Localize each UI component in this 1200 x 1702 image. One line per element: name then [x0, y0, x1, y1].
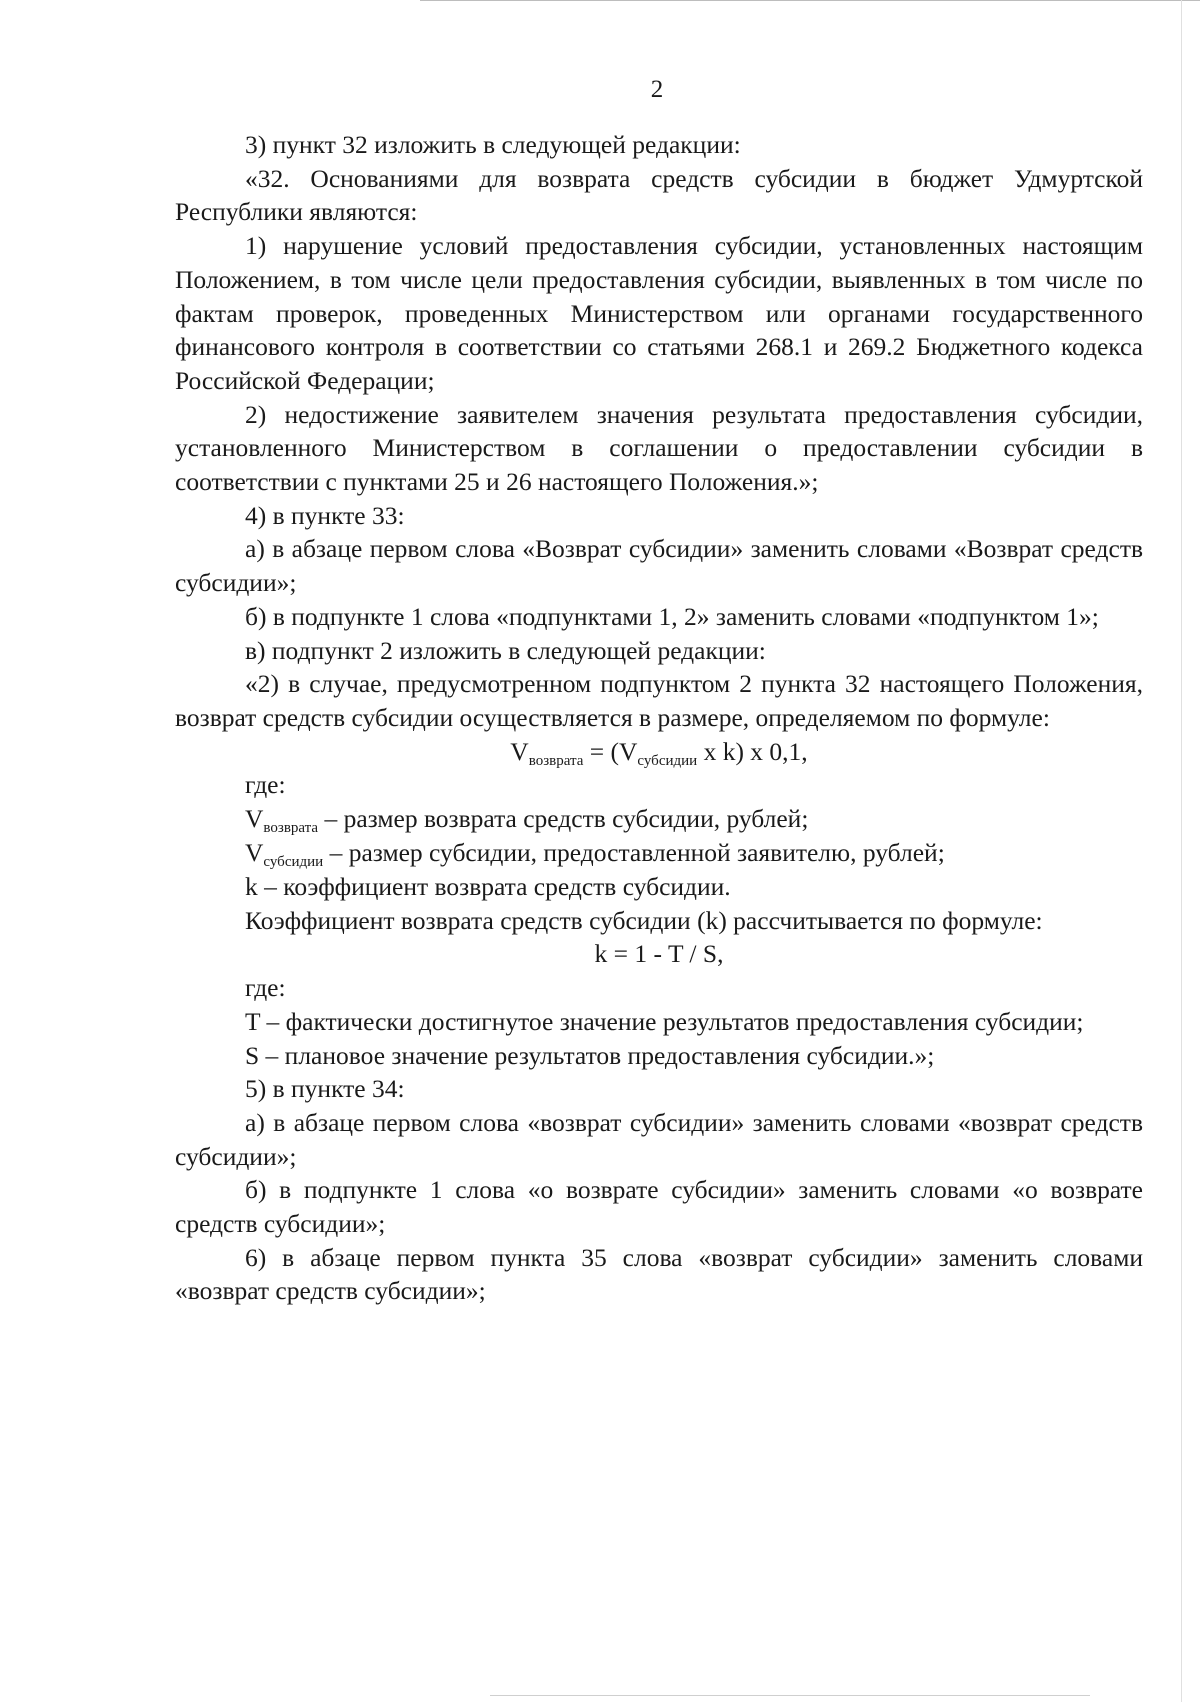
paragraph-item-4: 4) в пункте 33: [245, 500, 405, 530]
def-k: k – коэффициент возврата средств субсидии. [245, 872, 731, 902]
def-v-return-text: – размер возврата средств субсидии, рублей; [318, 804, 809, 834]
paragraph-subpoint-2: «2) в случае, предусмотренном подпунктом 2 пункта 32 настоящего Положения, возврат средств субсидии осуществляется в размере, определяемом по формуле: [175, 669, 1143, 732]
paragraph-item-3: 3) пункт 32 изложить в следующей редакции: [245, 130, 741, 159]
document-body [175, 128, 1143, 1308]
page-number: 2 [650, 76, 664, 103]
scan-edge-top [420, 0, 1200, 1]
def-v-subsidy-symbol: V [245, 838, 264, 868]
where-label-2: где: [245, 973, 286, 1003]
paragraph-4v: в) подпункт 2 изложить в следующей редакции: [245, 635, 766, 665]
paragraph-ground-1: 1) нарушение условий предоставления субсидии, установленных настоящим Положением, в том числе цели предоставления субсидии, выявленных в том числе по фактам проверок, проведенных Министерством или органами государственного финансового контроля в соответствии со статьями 268.1 и 269.2 Бюджетного кодекса Российской Федерации; [175, 231, 1143, 395]
def-v-return-symbol: V [245, 804, 264, 834]
def-v-return [175, 802, 1143, 836]
paragraph-k-formula-intro: Коэффициент возврата средств субсидии (k) рассчитывается по формуле: [245, 905, 1043, 935]
where-label-1: где: [245, 770, 286, 800]
paragraph-point-32: «32. Основаниями для возврата средств субсидии в бюджет Удмуртской Республики являются: [175, 163, 1143, 227]
scan-edge-right [1181, 0, 1182, 1702]
formula-eq: = (V [583, 736, 638, 766]
def-v-return-sub: возврата [263, 820, 319, 837]
def-s: S – плановое значение результатов предоставления субсидии.»; [245, 1040, 935, 1070]
def-v-subsidy-sub: субсидии [263, 854, 324, 871]
def-v-subsidy [175, 836, 1143, 870]
paragraph-5b: б) в подпункте 1 слова «о возврате субсидии» заменить словами «о возврате средств субсидии»; [175, 1175, 1143, 1239]
formula-return-amount [175, 735, 1143, 769]
paragraph-ground-2: 2) недостижение заявителем значения результата предоставления субсидии, установленного Министерством в соглашении о предоставлении субсидии в соответствии с пунктами 25 и 26 настоящего Положения.»; [175, 399, 1143, 497]
paragraph-4a: а) в абзаце первом слова «Возврат субсидии» заменить словами «Возврат средств субсидии»; [175, 534, 1143, 598]
formula-sub-subsidy: субсидии [637, 752, 698, 769]
formula-sub-return: возврата [528, 752, 584, 769]
paragraph-5a: а) в абзаце первом слова «возврат субсидии» заменить словами «возврат средств субсидии»; [175, 1107, 1143, 1171]
paragraph-item-6: 6) в абзаце первом пункта 35 слова «возврат субсидии» заменить словами «возврат средств субсидии»; [175, 1242, 1143, 1306]
formula-coefficient: k = 1 - T / S, [594, 939, 724, 969]
def-v-subsidy-text: – размер субсидии, предоставленной заявителю, рублей; [323, 838, 945, 868]
def-t: T – фактически достигнутое значение результатов предоставления субсидии; [245, 1006, 1084, 1036]
formula-tail: х k) х 0,1, [697, 736, 808, 766]
formula-v: V [510, 736, 529, 766]
scan-edge-bottom [490, 1695, 1090, 1696]
paragraph-4b: б) в подпункте 1 слова «подпунктами 1, 2» заменить словами «подпунктом 1»; [245, 601, 1099, 631]
paragraph-item-5: 5) в пункте 34: [245, 1074, 405, 1104]
